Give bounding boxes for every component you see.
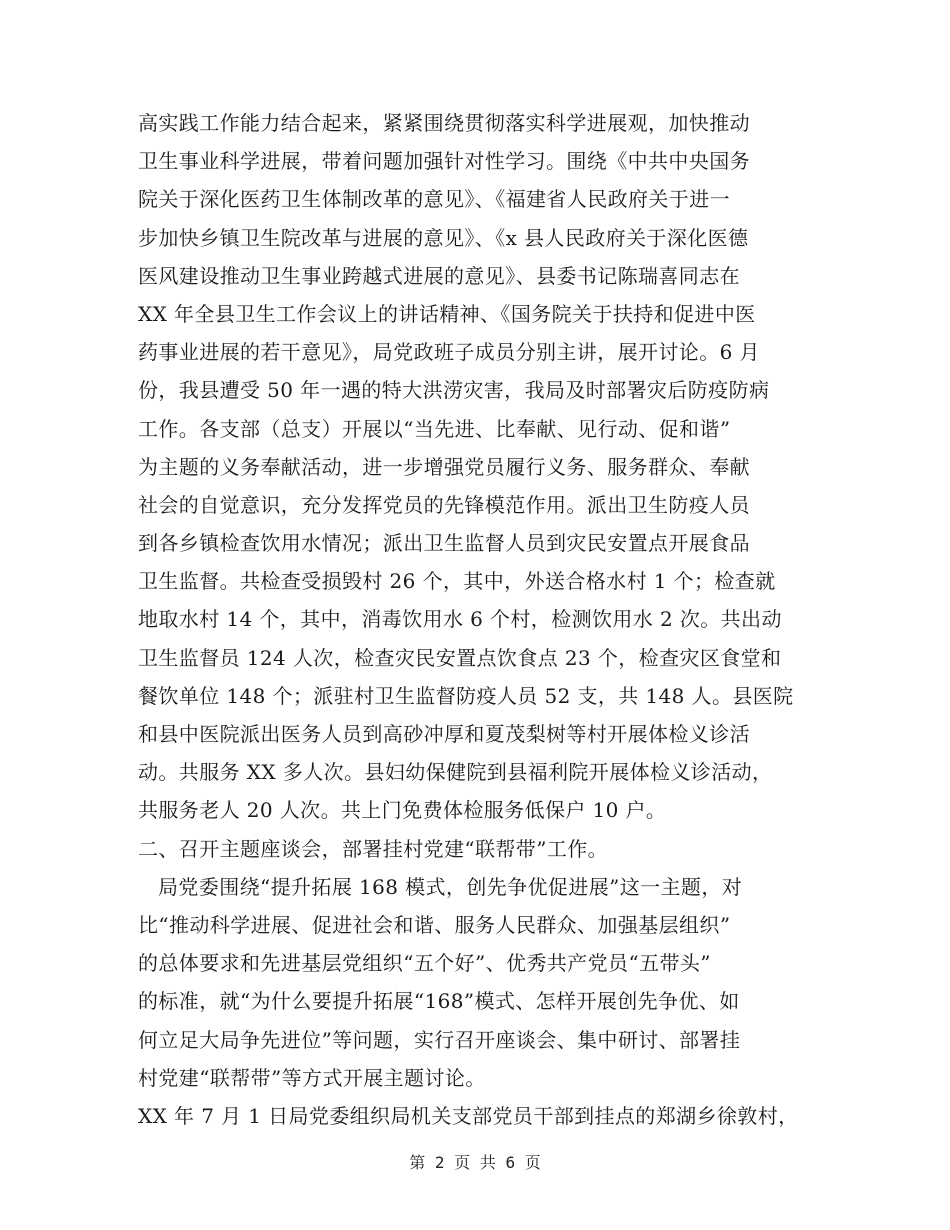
paragraph-first-line: 局党委围绕“提升拓展 168 模式，创先争优促进展”这一主题，对 [158,874,743,899]
text-line: 和县中医院派出医务人员到高砂冲厚和夏茂梨树等村开展体检义诊活 [138,722,750,746]
text-line: 高实践工作能力结合起来，紧紧围绕贯彻落实科学进展观，加快推动 [138,111,750,135]
text-line: 村党建“联帮带”等方式开展主题讨论。 [138,1065,486,1090]
text-line: 动。共服务 XX 多人次。县妇幼保健院到县福利院开展体检义诊活动， [138,760,773,785]
text-line: 到各乡镇检查饮用水情况；派出卫生监督人员到灾民安置点开展食品 [138,531,750,556]
text-line: 卫生监督员 124 人次，检查灾民安置点饮食点 23 个，检查灾区食堂和 [138,645,782,670]
text-line: 院关于深化医药卫生体制改革的意见》、《福建省人民政府关于进一 [138,187,730,212]
text-line: 社会的自觉意识，充分发挥党员的先锋模范作用。派出卫生防疫人员 [138,492,750,517]
text-line: 比“推动科学进展、促进社会和谐、服务人民群众、加强基层组织” [138,912,731,937]
text-line: 工作。各支部（总支）开展以“当先进、比奉献、见行动、促和谐” [138,416,731,441]
text-line: 步加快乡镇卫生院改革与进展的意见》、《x 县人民政府关于深化医德 [138,225,749,250]
page-number-footer: 第 2 页 共 6 页 [409,1153,541,1172]
text-line: 地取水村 14 个，其中，消毒饮用水 6 个村，检测饮用水 2 次。共出动 [138,607,782,632]
text-line: 餐饮单位 148 个；派驻村卫生监督防疫人员 52 支，共 148 人。县医院 [138,683,794,708]
text-line: 为主题的义务奉献活动，进一步增强党员履行义务、服务群众、奉献 [138,454,750,479]
text-line: 医风建设推动卫生事业跨越式进展的意见》、县委书记陈瑞喜同志在 [138,263,740,288]
text-line: 的标准，就“为什么要提升拓展“168”模式、怎样开展创先争优、如 [138,989,740,1014]
text-line: 份，我县遭受 50 年一遇的特大洪涝灾害，我局及时部署灾后防疫防病 [138,378,770,403]
body-text [138,104,828,1135]
text-line: 药事业进展的若干意见》，局党政班子成员分别主讲，展开讨论。6 月 [138,340,760,365]
text-line: XX 年 7 月 1 日局党委组织局机关支部党员干部到挂点的郑湖乡徐敦村， [138,1103,799,1128]
text-line: 卫生监督。共检查受损毁村 26 个，其中，外送合格水村 1 个；检查就 [138,569,776,594]
text-line: 的总体要求和先进基层党组织“五个好”、优秀共产党员“五带头” [138,951,711,976]
text-line: XX 年全县卫生工作会议上的讲话精神、《国务院关于扶持和促进中医 [138,301,756,326]
text-line: 共服务老人 20 人次。共上门免费体检服务低保户 10 户。 [138,798,667,823]
section-heading: 二、召开主题座谈会，部署挂村党建“联帮带”工作。 [138,836,609,861]
text-line: 何立足大局争先进位”等问题，实行召开座谈会、集中研讨、部署挂 [138,1027,741,1052]
text-line: 卫生事业科学进展，带着问题加强针对性学习。围绕《中共中央国务 [138,149,750,174]
